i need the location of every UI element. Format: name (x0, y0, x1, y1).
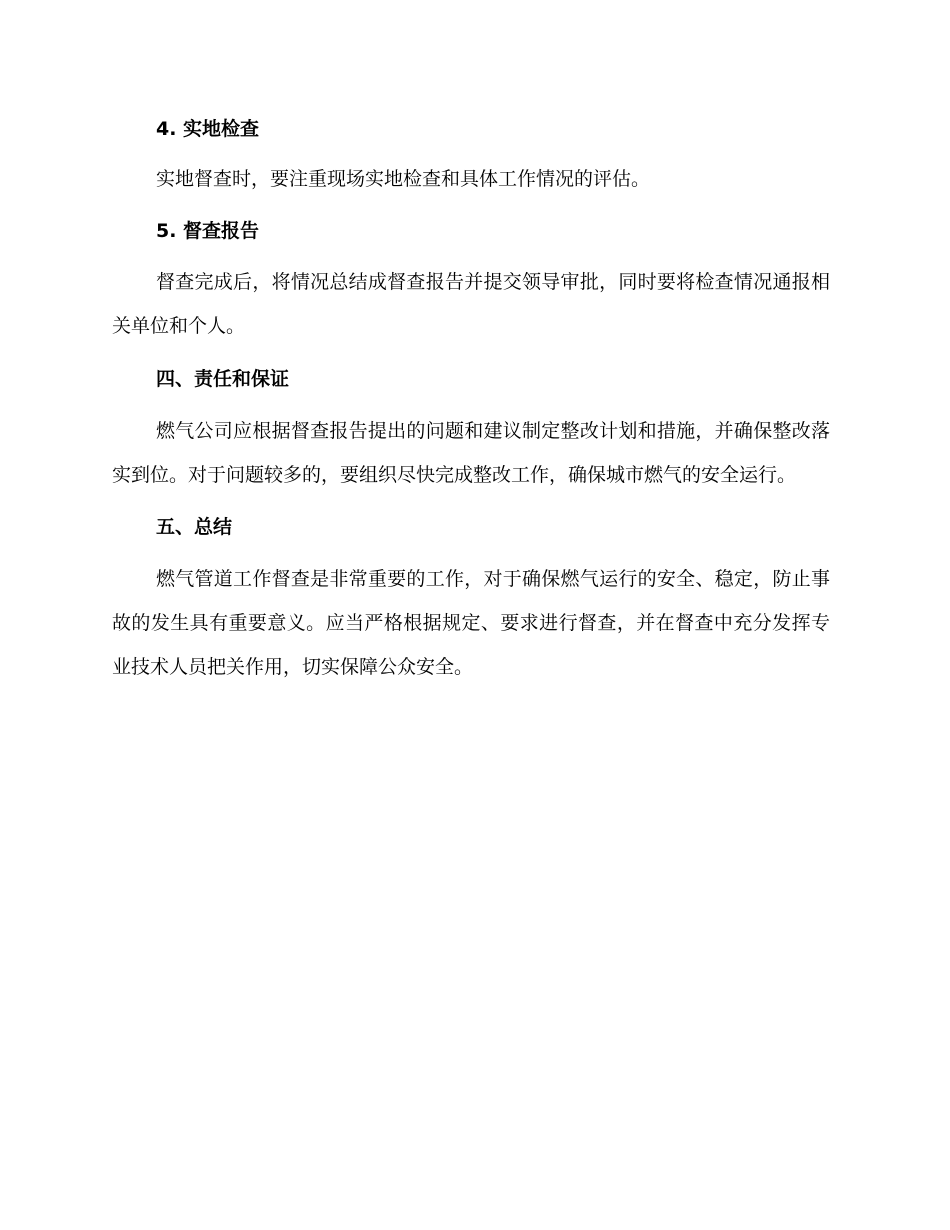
section-heading-responsibility: 四、责任和保证 (156, 368, 290, 390)
section-paragraph-responsibility: 燃气公司应根据督查报告提出的问题和建议制定整改计划和措施，并确保整改落实到位。对于问题较多的，要组织尽快完成整改工作，确保城市燃气的安全运行。 (112, 420, 830, 486)
section-paragraph-site-inspection: 实地督查时，要注重现场实地检查和具体工作情况的评估。 (156, 168, 651, 190)
section-paragraph-inspection-report: 督查完成后，将情况总结成督查报告并提交领导审批，同时要将检查情况通报相关单位和个人。 (112, 271, 830, 337)
section-heading-site-inspection: 4. 实地检查 (156, 118, 260, 140)
section-heading-summary: 五、总结 (156, 516, 233, 538)
section-heading-inspection-report: 5. 督查报告 (156, 220, 260, 242)
section-paragraph-summary: 燃气管道工作督查是非常重要的工作，对于确保燃气运行的安全、稳定，防止事故的发生具有重要意义。应当严格根据规定、要求进行督查，并在督查中充分发挥专业技术人员把关作用，切实保障公众安全。 (112, 568, 830, 678)
